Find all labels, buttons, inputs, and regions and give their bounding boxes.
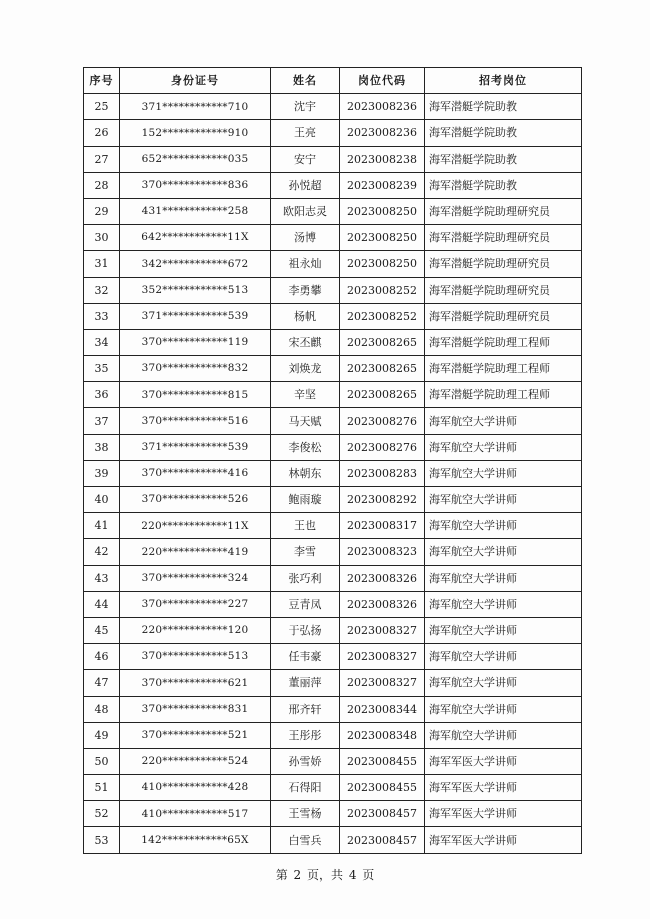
row-name: 王彤彤	[271, 722, 340, 748]
table-row	[84, 513, 582, 539]
row-name: 白雪兵	[271, 827, 340, 853]
row-seq: 39	[84, 460, 120, 486]
row-post-code: 2023008455	[340, 775, 425, 801]
row-id-number: 370************324	[120, 565, 271, 591]
header-name: 姓名	[271, 68, 340, 94]
row-id-number: 342************672	[120, 251, 271, 277]
row-post-code: 2023008457	[340, 801, 425, 827]
row-name: 林朝东	[271, 460, 340, 486]
row-post-title: 海军航空大学讲师	[425, 565, 582, 591]
row-post-code: 2023008236	[340, 120, 425, 146]
row-post-code: 2023008348	[340, 722, 425, 748]
row-id-number: 370************227	[120, 591, 271, 617]
row-seq: 44	[84, 591, 120, 617]
row-post-title: 海军航空大学讲师	[425, 434, 582, 460]
row-post-title: 海军航空大学讲师	[425, 670, 582, 696]
row-post-code: 2023008265	[340, 356, 425, 382]
row-name: 豆青凤	[271, 591, 340, 617]
row-seq: 42	[84, 539, 120, 565]
row-seq: 33	[84, 303, 120, 329]
row-post-code: 2023008265	[340, 382, 425, 408]
row-id-number: 370************513	[120, 644, 271, 670]
row-seq: 49	[84, 722, 120, 748]
row-name: 于弘扬	[271, 617, 340, 643]
row-seq: 28	[84, 172, 120, 198]
row-seq: 29	[84, 198, 120, 224]
row-seq: 30	[84, 225, 120, 251]
row-post-code: 2023008250	[340, 225, 425, 251]
row-post-title: 海军航空大学讲师	[425, 539, 582, 565]
row-seq: 48	[84, 696, 120, 722]
row-seq: 34	[84, 329, 120, 355]
row-id-number: 220************419	[120, 539, 271, 565]
row-post-code: 2023008250	[340, 251, 425, 277]
row-name: 李勇攀	[271, 277, 340, 303]
row-post-code: 2023008455	[340, 748, 425, 774]
row-id-number: 370************526	[120, 487, 271, 513]
row-post-code: 2023008292	[340, 487, 425, 513]
row-post-title: 海军军医大学讲师	[425, 748, 582, 774]
table-row	[84, 408, 582, 434]
table-row	[84, 748, 582, 774]
table-row	[84, 94, 582, 120]
row-seq: 27	[84, 146, 120, 172]
row-id-number: 220************120	[120, 617, 271, 643]
row-seq: 45	[84, 617, 120, 643]
row-seq: 50	[84, 748, 120, 774]
row-id-number: 652************035	[120, 146, 271, 172]
row-post-title: 海军军医大学讲师	[425, 827, 582, 853]
row-name: 祖永灿	[271, 251, 340, 277]
table-row	[84, 356, 582, 382]
row-post-code: 2023008326	[340, 565, 425, 591]
header-post-code: 岗位代码	[340, 68, 425, 94]
row-name: 孙雪娇	[271, 748, 340, 774]
header-post-title: 招考岗位	[425, 68, 582, 94]
row-id-number: 371************710	[120, 94, 271, 120]
row-id-number: 220************11X	[120, 513, 271, 539]
row-name: 宋丕麒	[271, 329, 340, 355]
row-name: 马天赋	[271, 408, 340, 434]
row-seq: 53	[84, 827, 120, 853]
row-post-title: 海军军医大学讲师	[425, 775, 582, 801]
row-name: 石得阳	[271, 775, 340, 801]
row-post-title: 海军潜艇学院助教	[425, 120, 582, 146]
row-post-title: 海军航空大学讲师	[425, 617, 582, 643]
row-post-code: 2023008326	[340, 591, 425, 617]
row-name: 刘焕龙	[271, 356, 340, 382]
table-row	[84, 487, 582, 513]
table-row	[84, 382, 582, 408]
row-name: 董丽萍	[271, 670, 340, 696]
row-post-title: 海军潜艇学院助理研究员	[425, 277, 582, 303]
row-post-title: 海军航空大学讲师	[425, 513, 582, 539]
row-id-number: 371************539	[120, 434, 271, 460]
row-name: 邢齐轩	[271, 696, 340, 722]
row-id-number: 370************836	[120, 172, 271, 198]
row-post-title: 海军航空大学讲师	[425, 722, 582, 748]
row-post-title: 海军潜艇学院助理研究员	[425, 251, 582, 277]
row-id-number: 370************831	[120, 696, 271, 722]
candidate-table	[83, 67, 582, 854]
row-id-number: 370************621	[120, 670, 271, 696]
row-id-number: 431************258	[120, 198, 271, 224]
row-post-code: 2023008283	[340, 460, 425, 486]
row-name: 鲍雨璇	[271, 487, 340, 513]
table-row	[84, 172, 582, 198]
header-seq: 序号	[84, 68, 120, 94]
table-row	[84, 146, 582, 172]
row-post-title: 海军潜艇学院助理研究员	[425, 303, 582, 329]
row-post-code: 2023008327	[340, 617, 425, 643]
row-post-title: 海军潜艇学院助教	[425, 94, 582, 120]
row-seq: 32	[84, 277, 120, 303]
row-id-number: 220************524	[120, 748, 271, 774]
row-post-title: 海军航空大学讲师	[425, 460, 582, 486]
row-id-number: 370************832	[120, 356, 271, 382]
row-post-title: 海军航空大学讲师	[425, 487, 582, 513]
table-row	[84, 591, 582, 617]
row-id-number: 370************119	[120, 329, 271, 355]
table-row	[84, 303, 582, 329]
row-post-code: 2023008457	[340, 827, 425, 853]
row-id-number: 410************517	[120, 801, 271, 827]
table-body	[84, 94, 582, 853]
row-seq: 26	[84, 120, 120, 146]
row-seq: 43	[84, 565, 120, 591]
row-id-number: 370************815	[120, 382, 271, 408]
row-id-number: 352************513	[120, 277, 271, 303]
table-row	[84, 460, 582, 486]
table-row	[84, 617, 582, 643]
row-post-title: 海军军医大学讲师	[425, 801, 582, 827]
table-row	[84, 198, 582, 224]
row-name: 孙悦超	[271, 172, 340, 198]
table-row	[84, 434, 582, 460]
table-row	[84, 644, 582, 670]
row-post-title: 海军航空大学讲师	[425, 696, 582, 722]
row-post-code: 2023008327	[340, 644, 425, 670]
table-row	[84, 120, 582, 146]
table-row	[84, 827, 582, 853]
row-name: 任韦豪	[271, 644, 340, 670]
row-seq: 47	[84, 670, 120, 696]
page-number: 第 2 页，共 4 页	[275, 868, 375, 882]
row-seq: 37	[84, 408, 120, 434]
table-row	[84, 670, 582, 696]
row-post-code: 2023008239	[340, 172, 425, 198]
row-name: 杨帆	[271, 303, 340, 329]
row-post-code: 2023008236	[340, 94, 425, 120]
row-post-title: 海军潜艇学院助理研究员	[425, 225, 582, 251]
row-post-title: 海军航空大学讲师	[425, 591, 582, 617]
row-id-number: 371************539	[120, 303, 271, 329]
row-post-code: 2023008238	[340, 146, 425, 172]
row-seq: 52	[84, 801, 120, 827]
row-name: 安宁	[271, 146, 340, 172]
row-seq: 38	[84, 434, 120, 460]
table-row	[84, 329, 582, 355]
row-post-code: 2023008250	[340, 198, 425, 224]
row-post-code: 2023008265	[340, 329, 425, 355]
table-row	[84, 775, 582, 801]
row-post-title: 海军潜艇学院助教	[425, 172, 582, 198]
table-row	[84, 801, 582, 827]
row-post-code: 2023008317	[340, 513, 425, 539]
row-name: 沈宇	[271, 94, 340, 120]
row-post-title: 海军航空大学讲师	[425, 644, 582, 670]
row-id-number: 642************11X	[120, 225, 271, 251]
table-row	[84, 251, 582, 277]
row-name: 欧阳志灵	[271, 198, 340, 224]
row-post-code: 2023008252	[340, 277, 425, 303]
row-name: 汤博	[271, 225, 340, 251]
row-seq: 36	[84, 382, 120, 408]
row-post-code: 2023008276	[340, 408, 425, 434]
row-seq: 25	[84, 94, 120, 120]
row-name: 李雪	[271, 539, 340, 565]
row-id-number: 370************516	[120, 408, 271, 434]
table-header-row	[84, 68, 582, 94]
row-post-code: 2023008327	[340, 670, 425, 696]
row-name: 李俊松	[271, 434, 340, 460]
row-id-number: 370************416	[120, 460, 271, 486]
table-row	[84, 722, 582, 748]
row-post-title: 海军潜艇学院助理工程师	[425, 356, 582, 382]
row-seq: 40	[84, 487, 120, 513]
row-seq: 41	[84, 513, 120, 539]
table-row	[84, 225, 582, 251]
row-post-title: 海军潜艇学院助理工程师	[425, 329, 582, 355]
row-seq: 35	[84, 356, 120, 382]
row-post-title: 海军航空大学讲师	[425, 408, 582, 434]
row-name: 辛坚	[271, 382, 340, 408]
row-post-title: 海军潜艇学院助理工程师	[425, 382, 582, 408]
table-row	[84, 277, 582, 303]
table-row	[84, 565, 582, 591]
row-seq: 51	[84, 775, 120, 801]
row-name: 王亮	[271, 120, 340, 146]
row-post-code: 2023008344	[340, 696, 425, 722]
row-id-number: 410************428	[120, 775, 271, 801]
row-id-number: 370************521	[120, 722, 271, 748]
row-post-code: 2023008252	[340, 303, 425, 329]
row-name: 王也	[271, 513, 340, 539]
row-seq: 46	[84, 644, 120, 670]
row-post-title: 海军潜艇学院助理研究员	[425, 198, 582, 224]
header-id-number: 身份证号	[120, 68, 271, 94]
table-row	[84, 696, 582, 722]
row-seq: 31	[84, 251, 120, 277]
row-id-number: 152************910	[120, 120, 271, 146]
table-row	[84, 539, 582, 565]
row-post-code: 2023008276	[340, 434, 425, 460]
row-name: 张巧利	[271, 565, 340, 591]
row-name: 王雪杨	[271, 801, 340, 827]
row-post-title: 海军潜艇学院助教	[425, 146, 582, 172]
row-post-code: 2023008323	[340, 539, 425, 565]
row-id-number: 142************65X	[120, 827, 271, 853]
